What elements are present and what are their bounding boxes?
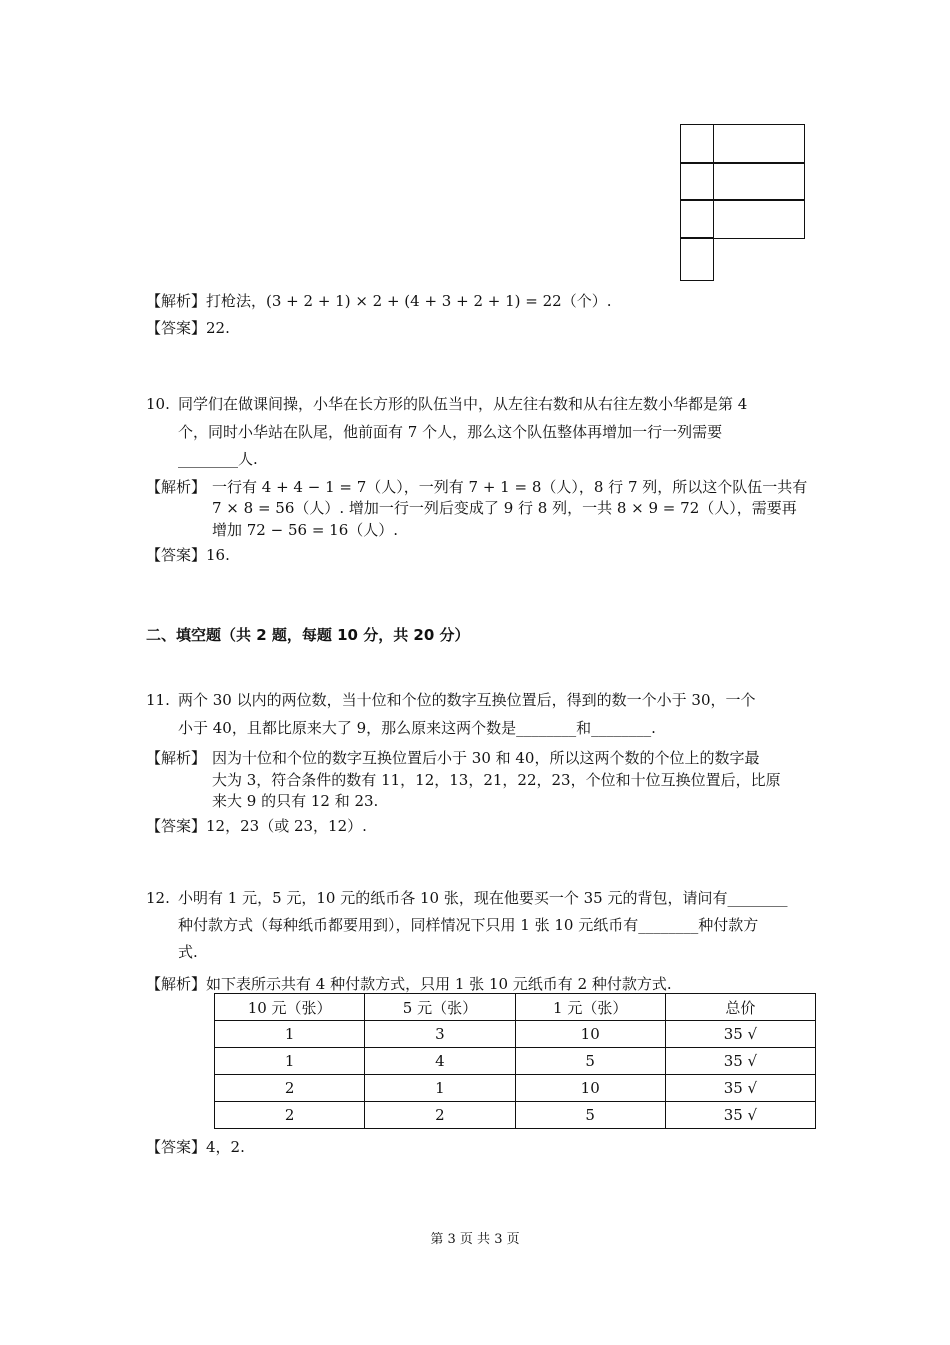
table-cell: 10	[515, 1021, 665, 1048]
grid-cell	[680, 237, 714, 281]
table-header-row	[215, 994, 816, 1021]
analysis-text-line: 大为 3，符合条件的数有 11，12，13，21，22，23，个位和十位互换位置后，比原	[212, 771, 781, 789]
grid-cell	[680, 199, 714, 239]
table-cell: 2	[215, 1102, 365, 1129]
answer-label: 【答案】	[146, 319, 207, 337]
analysis-text: 如下表所示共有 4 种付款方式，只用 1 张 10 元纸币有 2 种付款方式.	[206, 975, 672, 993]
section-title: 二、填空题（共 2 题，每题 10 分，共 20 分）	[146, 626, 470, 644]
page-footer: 第 3 页 共 3 页	[430, 1232, 520, 1247]
grid-cell	[713, 199, 805, 239]
table-header-cell: 1 元（张）	[515, 994, 665, 1021]
question-number: 12.	[146, 889, 170, 907]
question-text-line: 小于 40，且都比原来大了 9，那么原来这两个数是________和________.	[178, 719, 656, 737]
question-text-line: 式.	[178, 943, 198, 961]
table-cell: 35 √	[665, 1075, 815, 1102]
grid-cell	[713, 124, 805, 164]
q9-analysis	[146, 291, 611, 311]
question-text-line: 个，同时小华站在队尾，他前面有 7 个人，那么这个队伍整体再增加一行一列需要	[178, 423, 723, 441]
table-cell: 4	[365, 1048, 515, 1075]
question-text-line: 小明有 1 元，5 元，10 元的纸币各 10 张，现在他要买一个 35 元的背包，请问有________	[178, 889, 788, 907]
q12-answer	[146, 1137, 245, 1157]
table-cell: 35 √	[665, 1048, 815, 1075]
q10-answer	[146, 545, 230, 565]
table-header-cell: 5 元（张）	[365, 994, 515, 1021]
answer-label: 【答案】	[146, 1138, 207, 1156]
analysis-label: 【解析】	[146, 975, 207, 993]
table-row	[215, 1075, 816, 1102]
analysis-label: 【解析】	[146, 292, 207, 310]
table-cell: 35 √	[665, 1102, 815, 1129]
table-cell: 35 √	[665, 1021, 815, 1048]
table-cell: 3	[365, 1021, 515, 1048]
analysis-text-line: 7 × 8 = 56（人）. 增加一行一列后变成了 9 行 8 列，一共 8 × 9 = 72（人），需要再	[212, 499, 797, 517]
question-text-line: 两个 30 以内的两位数，当十位和个位的数字互换位置后，得到的数一个小于 30，一个	[178, 691, 756, 709]
answer-text: 16.	[206, 546, 230, 564]
q12-analysis	[146, 974, 672, 994]
table-cell: 10	[515, 1075, 665, 1102]
answer-label: 【答案】	[146, 817, 207, 835]
analysis-label: 【解析】	[146, 478, 207, 496]
table-header-cell: 10 元（张）	[215, 994, 365, 1021]
payment-table	[214, 993, 816, 1129]
answer-text: 4，2.	[206, 1138, 245, 1156]
analysis-text-line: 因为十位和个位的数字互换位置后小于 30 和 40，所以这两个数的个位上的数字最	[212, 749, 760, 767]
table-row	[215, 1021, 816, 1048]
table-header-cell: 总价	[665, 994, 815, 1021]
table-cell: 1	[215, 1048, 365, 1075]
table-cell: 1	[365, 1075, 515, 1102]
analysis-text-line: 来大 9 的只有 12 和 23.	[212, 792, 379, 810]
analysis-text: 打枪法，(3 + 2 + 1) × 2 + (4 + 3 + 2 + 1) = 22（个）.	[206, 292, 612, 310]
table-cell: 2	[215, 1075, 365, 1102]
table-row	[215, 1102, 816, 1129]
analysis-text-line: 一行有 4 + 4 − 1 = 7（人），一列有 7 + 1 = 8（人），8 行 7 列，所以这个队伍一共有	[212, 478, 808, 496]
table-row	[215, 1048, 816, 1075]
analysis-label: 【解析】	[146, 749, 207, 767]
grid-cell	[713, 162, 805, 201]
q11-answer	[146, 816, 367, 836]
answer-text: 22.	[206, 319, 230, 337]
question-number: 10.	[146, 395, 170, 413]
table-cell: 1	[215, 1021, 365, 1048]
question-text-line: ________人.	[178, 450, 258, 468]
table-cell: 5	[515, 1102, 665, 1129]
answer-text: 12，23（或 23，12）.	[206, 817, 367, 835]
question-text-line: 同学们在做课间操，小华在长方形的队伍当中，从左往右数和从右往左数小华都是第 4	[178, 395, 748, 413]
answer-label: 【答案】	[146, 546, 207, 564]
grid-cell	[680, 162, 714, 201]
question-number: 11.	[146, 691, 170, 709]
q9-answer	[146, 318, 230, 338]
analysis-text-line: 增加 72 − 56 = 16（人）.	[212, 521, 399, 539]
table-cell: 5	[515, 1048, 665, 1075]
question-text-line: 种付款方式（每种纸币都要用到），同样情况下只用 1 张 10 元纸币有________种付款方	[178, 916, 759, 934]
grid-cell	[680, 124, 714, 164]
table-cell: 2	[365, 1102, 515, 1129]
